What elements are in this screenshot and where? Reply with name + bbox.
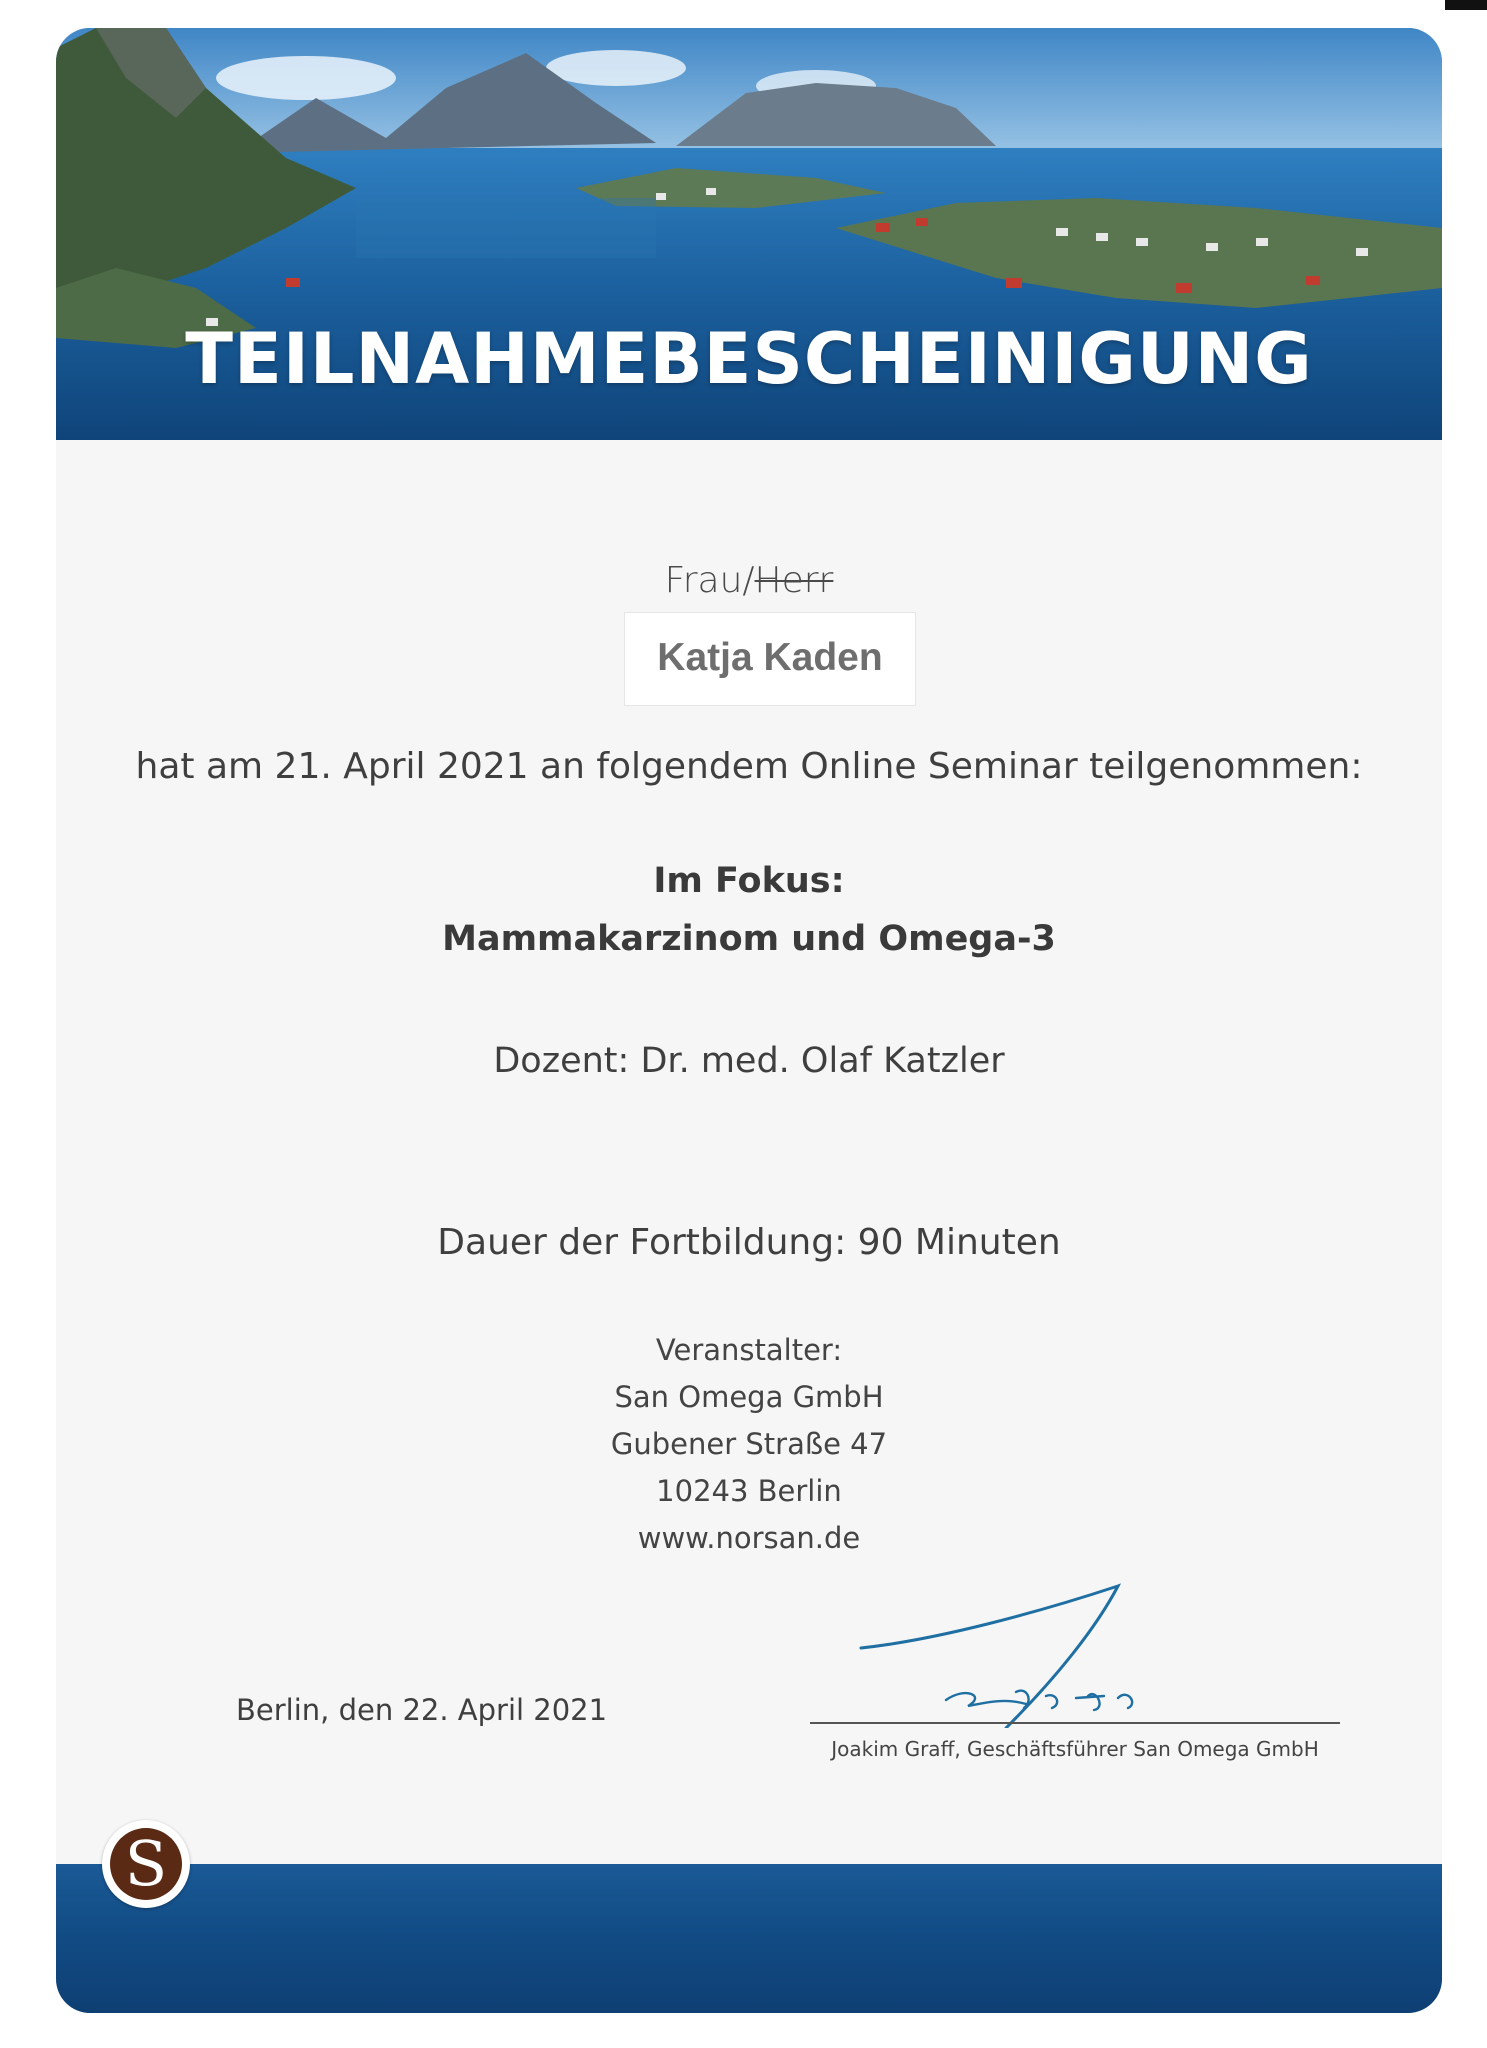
attendance-statement: hat am 21. April 2021 an folgendem Online Seminar teilgenommen: [135, 746, 1363, 787]
participant-name: Katja Kaden [657, 636, 883, 679]
organizer-label: Veranstalter: [655, 1333, 843, 1367]
logo-letter: S [124, 1828, 168, 1900]
lecturer: Dozent: Dr. med. Olaf Katzler [493, 1041, 1005, 1081]
organizer-company: San Omega GmbH [614, 1380, 884, 1414]
seminar-topic-title: Mammakarzinom und Omega-3 [442, 919, 1056, 959]
logo-emblem [110, 1828, 182, 1900]
organizer-street: Gubener Straße 47 [610, 1427, 888, 1461]
seminar-topic-heading: Im Fokus: [653, 861, 845, 901]
signer-caption: Joakim Graff, Geschäftsführer San Omega GmbH [831, 1737, 1319, 1761]
salutation-struck: Herr [754, 560, 834, 601]
signature-line [810, 1722, 1340, 1724]
organizer-city: 10243 Berlin [656, 1474, 842, 1508]
company-logo [102, 1820, 190, 1908]
salutation-kept: Frau/ [664, 560, 755, 601]
certificate-sheet [56, 28, 1442, 2013]
participant-name-field [625, 613, 915, 705]
footer-banner [56, 1864, 1442, 2013]
organizer-website: www.norsan.de [637, 1521, 861, 1555]
header-banner [56, 28, 1442, 440]
salutation [56, 560, 1442, 601]
place-and-date: Berlin, den 22. April 2021 [236, 1693, 608, 1727]
scan-edge-mark [1445, 0, 1487, 10]
handwritten-signature [856, 1568, 1216, 1728]
certificate-title: TEILNAHMEBESCHEINIGUNG [185, 318, 1313, 400]
course-duration: Dauer der Fortbildung: 90 Minuten [437, 1222, 1061, 1263]
